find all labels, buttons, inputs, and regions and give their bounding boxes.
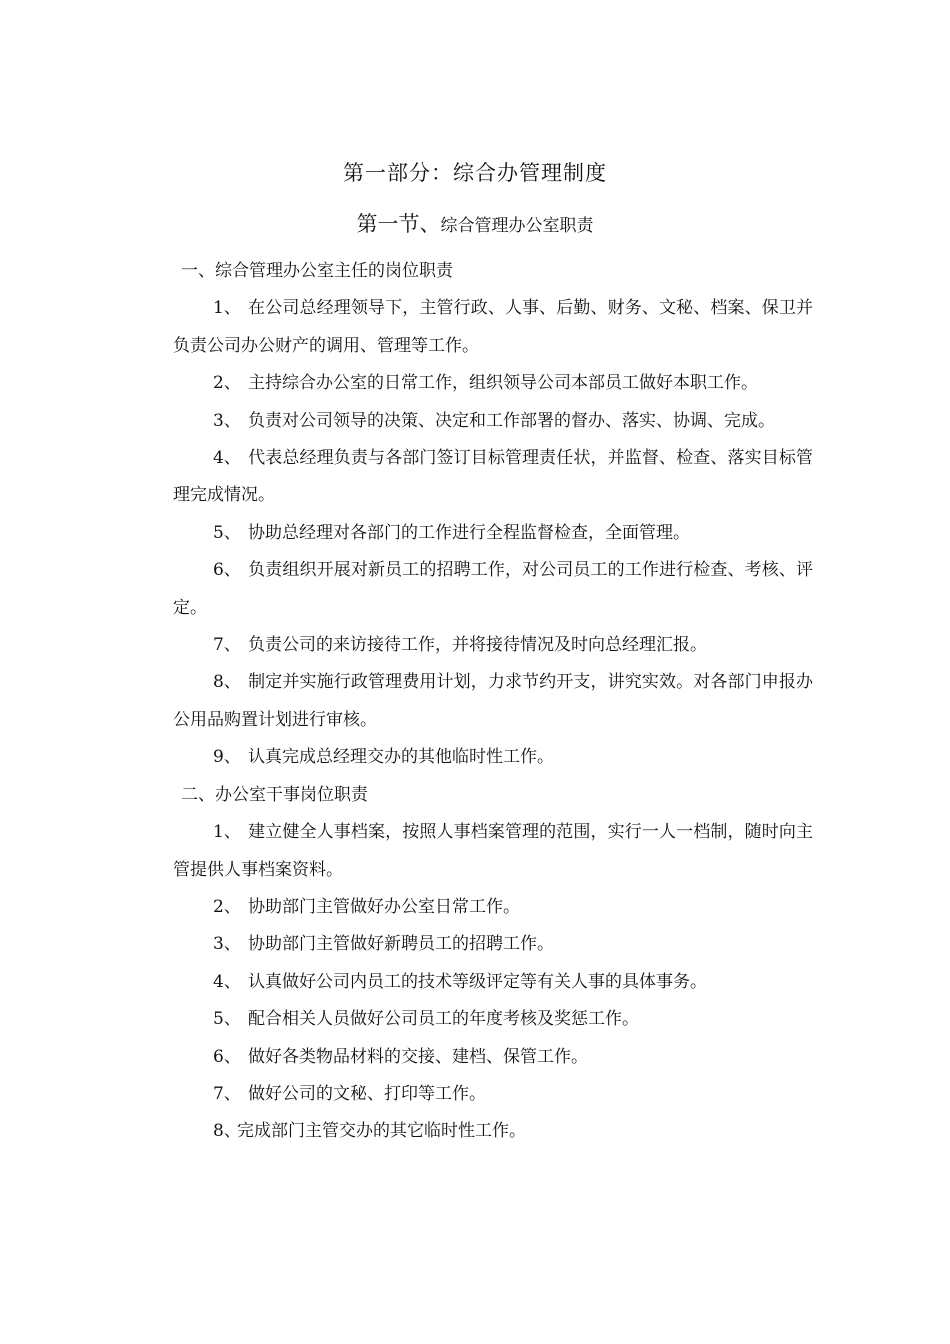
duty-item	[173, 814, 813, 889]
item-text: 做好公司的文秘、打印等工作。	[248, 1083, 486, 1104]
item-text: 负责公司的来访接待工作，并将接待情况及时向总经理汇报。	[248, 635, 707, 656]
duty-item	[173, 1001, 813, 1038]
duty-item	[173, 739, 813, 776]
item-text: 做好各类物品材料的交接、建档、保管工作。	[248, 1046, 588, 1067]
duty-item	[173, 515, 813, 552]
item-text: 协助部门主管做好新聘员工的招聘工作。	[248, 934, 554, 955]
item-text: 主持综合办公室的日常工作，组织领导公司本部员工做好本职工作。	[248, 373, 758, 394]
item-number: 9、	[213, 747, 241, 768]
item-number: 7、	[213, 635, 241, 656]
item-number: 7、	[213, 1083, 241, 1104]
duty-item	[173, 1076, 813, 1113]
item-number: 4、	[213, 448, 241, 469]
duty-item	[173, 440, 813, 515]
duty-item	[173, 552, 813, 627]
item-number: 5、	[213, 522, 241, 543]
item-text: 认真完成总经理交办的其他临时性工作。	[248, 747, 554, 768]
item-number: 3、	[213, 934, 241, 955]
duty-item	[173, 290, 813, 365]
item-number: 5、	[213, 1009, 241, 1030]
item-number: 1、	[213, 298, 241, 319]
document-title: 第一部分：综合办管理制度	[343, 161, 607, 185]
duty-item	[173, 926, 813, 963]
item-text: 负责对公司领导的决策、决定和工作部署的督办、落实、协调、完成。	[248, 410, 775, 431]
item-number: 6、	[213, 1046, 241, 1067]
duty-item	[173, 964, 813, 1001]
item-text: 在公司总经理领导下，主管行政、人事、后勤、财务、文秘、档案、保卫并负责公司办公财产的调用、管理等工作。	[173, 298, 813, 356]
item-number: 1、	[213, 822, 241, 843]
duty-item	[173, 889, 813, 926]
duty-item	[173, 627, 813, 664]
item-number: 3、	[213, 410, 241, 431]
subtitle-prefix: 第一节、	[356, 212, 441, 236]
item-text: 完成部门主管交办的其它临时性工作。	[237, 1121, 526, 1142]
section-heading-1: 一、综合管理办公室主任的岗位职责	[181, 261, 453, 281]
item-number: 8、	[213, 672, 241, 693]
duty-item	[173, 365, 813, 402]
item-number: 4、	[213, 971, 241, 992]
item-number: 8、	[213, 1121, 241, 1142]
item-number: 6、	[213, 560, 241, 581]
item-text: 建立健全人事档案，按照人事档案管理的范围，实行一人一档制，随时向主管提供人事档案资料。	[173, 822, 813, 880]
item-text: 配合相关人员做好公司员工的年度考核及奖惩工作。	[248, 1009, 639, 1030]
subtitle-text: 综合管理办公室职责	[440, 216, 594, 236]
item-text: 负责组织开展对新员工的招聘工作，对公司员工的工作进行检查、考核、评定。	[173, 560, 813, 618]
item-text: 代表总经理负责与各部门签订目标管理责任状，并监督、检查、落实目标管理完成情况。	[173, 448, 813, 506]
section-subtitle	[0, 211, 950, 239]
duty-item	[173, 403, 813, 440]
document-body	[173, 253, 813, 1151]
item-text: 协助总经理对各部门的工作进行全程监督检查，全面管理。	[248, 522, 690, 543]
section-heading-2: 二、办公室干事岗位职责	[181, 784, 368, 805]
duty-item	[173, 1113, 813, 1150]
item-number: 2、	[213, 373, 241, 394]
item-text: 制定并实施行政管理费用计划，力求节约开支，讲究实效。对各部门申报办公用品购置计划进行审核。	[173, 672, 813, 730]
duty-item	[173, 664, 813, 739]
item-number: 2、	[213, 896, 241, 917]
duty-item	[173, 1039, 813, 1076]
item-text: 认真做好公司内员工的技术等级评定等有关人事的具体事务。	[248, 971, 707, 992]
item-text: 协助部门主管做好办公室日常工作。	[248, 896, 520, 917]
